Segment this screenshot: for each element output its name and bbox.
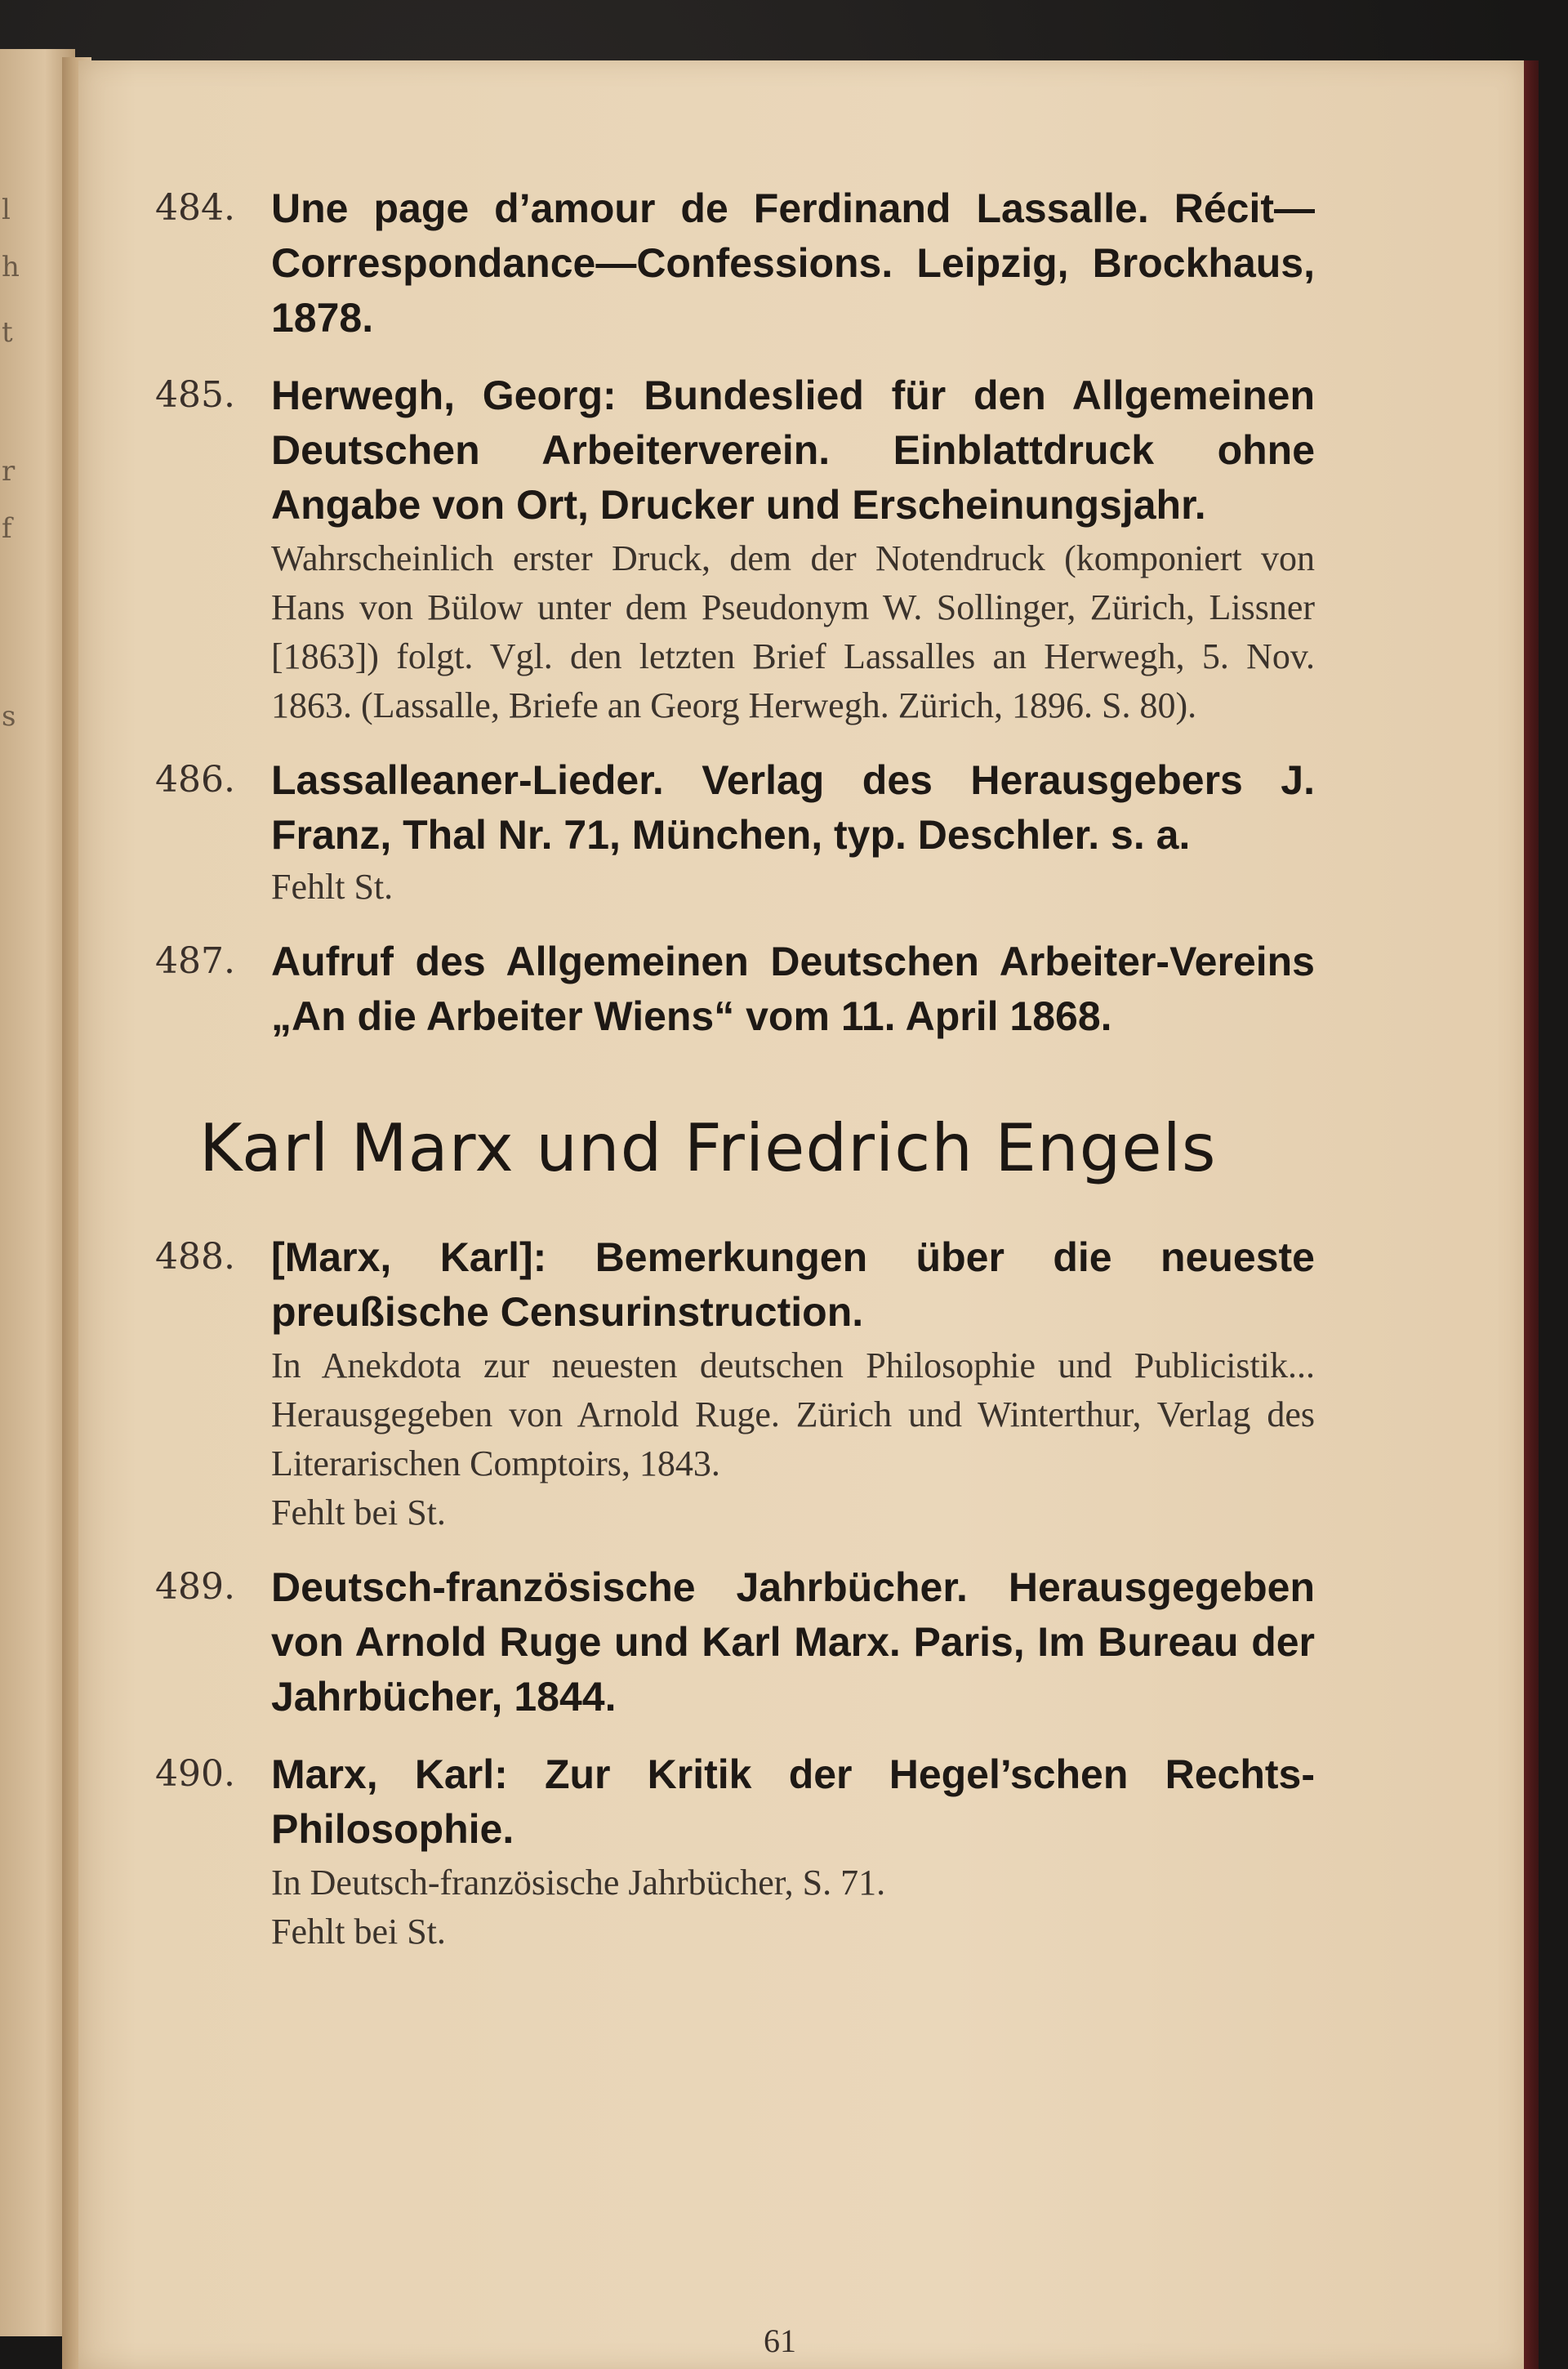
entry-number: 485. xyxy=(155,374,235,416)
entry-number: 484. xyxy=(155,187,235,229)
entry-title: Lassalleaner-Lieder. Verlag des Herausgebers J. Franz, Thal Nr. 71, München, typ. Deschler. s. a. xyxy=(271,757,1315,858)
entry-title: Deutsch-französische Jahrbücher. Herausgegeben von Arnold Ruge und Karl Marx. Paris, Im Bureau der Jahrbücher, 1844. xyxy=(271,1564,1315,1720)
bibliography-entry-488 xyxy=(155,1230,1315,1537)
entry-number: 488. xyxy=(155,1236,235,1278)
page-content xyxy=(155,181,1315,2359)
entry-number: 489. xyxy=(155,1566,235,1608)
entry-title: Herwegh, Georg: Bundeslied für den Allgemeinen Deutschen Arbeiterverein. Einblattdruck ohne Angabe von Ort, Drucker und Erscheinungsjahr. xyxy=(271,373,1315,528)
page-number: 61 xyxy=(764,2322,796,2359)
bleed-through-mark: t xyxy=(2,316,13,349)
bleed-through-mark: l xyxy=(2,194,11,226)
bibliography-entry-490 xyxy=(155,1747,1315,1956)
entry-title: [Marx, Karl]: Bemerkungen über die neueste preußische Censurinstruction. xyxy=(271,1234,1315,1335)
entry-holding-note: Fehlt St. xyxy=(271,867,394,907)
entry-title: Marx, Karl: Zur Kritik der Hegel’schen Rechts-Philosophie. xyxy=(271,1751,1315,1852)
entry-note: In Anekdota zur neuesten deutschen Philosophie und Publicistik... Herausgegeben von Arnold Ruge. Zürich und Winterthur, Verlag des Literarischen Comptoirs, 1843. xyxy=(271,1345,1315,1483)
bleed-through-mark: s xyxy=(2,700,16,733)
bibliography-entry-487 xyxy=(155,935,1315,1044)
bibliography-entry-485 xyxy=(155,368,1315,730)
entry-number: 490. xyxy=(155,1753,235,1795)
entry-number: 487. xyxy=(155,940,235,982)
entry-title: Aufruf des Allgemeinen Deutschen Arbeiter-Vereins „An die Arbeiter Wiens“ vom 11. April 1868. xyxy=(271,939,1315,1039)
section-heading: Karl Marx und Friedrich Engels xyxy=(199,1110,1217,1186)
entry-holding-note: Fehlt bei St. xyxy=(271,1492,446,1532)
entry-note: Wahrscheinlich erster Druck, dem der Notendruck (komponiert von Hans von Bülow unter dem Pseudonym W. Sollinger, Zürich, Lissner [1863]) folgt. Vgl. den letzten Brief Lassalles an Herwegh, 5. Nov. 1863. (Lassalle, Briefe an Georg Herwegh. Zürich, 1896. S. 80). xyxy=(271,538,1315,725)
entry-note: In Deutsch-französische Jahrbücher, S. 71. xyxy=(271,1863,886,1903)
bibliography-entry-489 xyxy=(155,1560,1315,1724)
bleed-through-mark: h xyxy=(2,251,20,283)
book-cover-edge xyxy=(1524,60,1539,2369)
bibliography-entry-484 xyxy=(155,181,1315,346)
entry-holding-note: Fehlt bei St. xyxy=(271,1912,446,1952)
bleed-through-mark: f xyxy=(2,512,12,545)
entry-title: Une page d’amour de Ferdinand Lassalle. Récit—Correspondance—Confessions. Leipzig, Brockhaus, 1878. xyxy=(271,185,1315,341)
bibliography-entry-486 xyxy=(155,753,1315,912)
bleed-through-mark: r xyxy=(2,455,16,488)
entry-number: 486. xyxy=(155,759,235,801)
